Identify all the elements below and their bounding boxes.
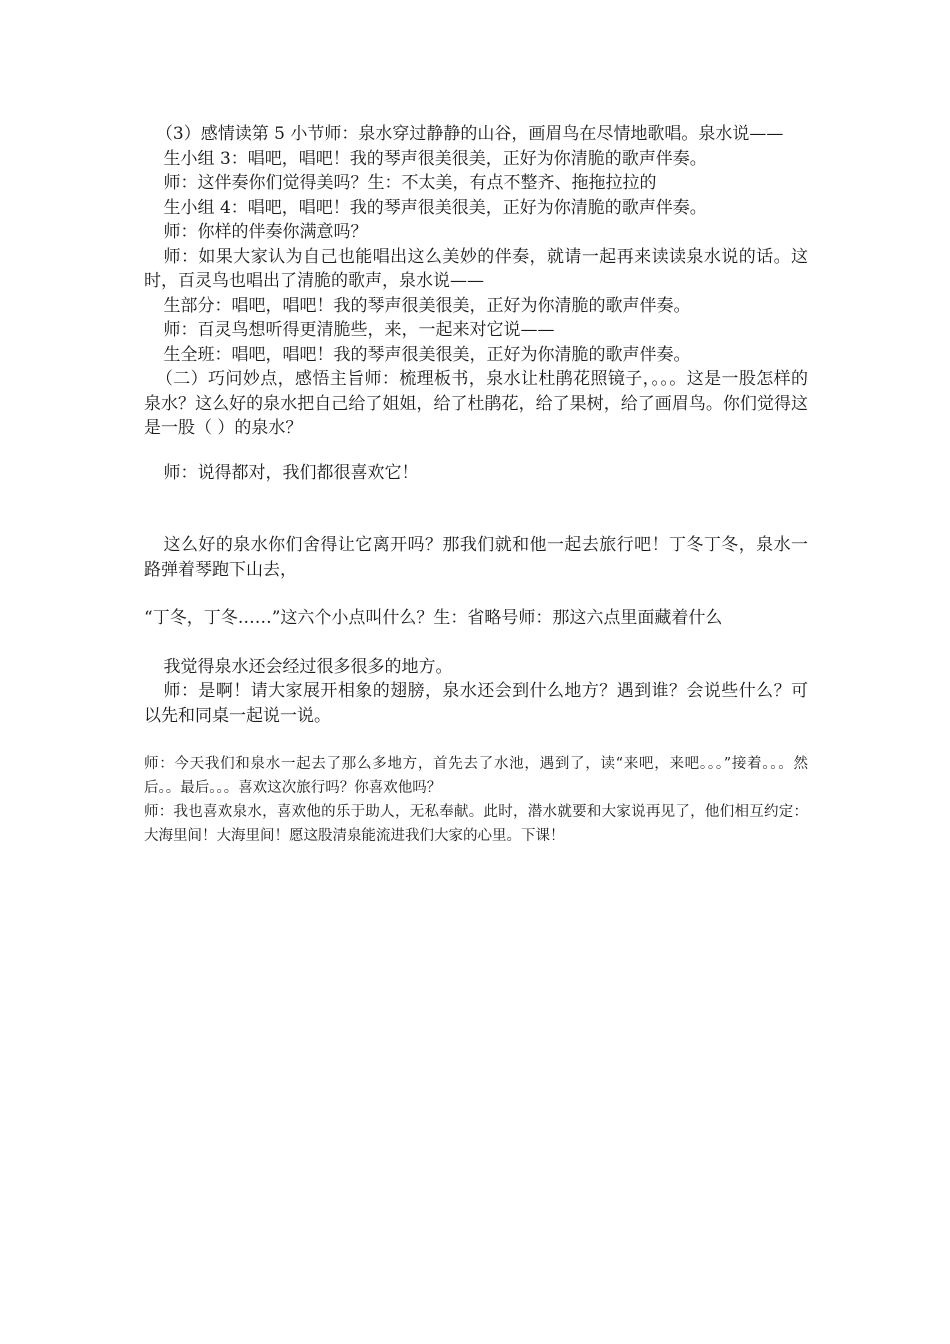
paragraph-travel: 这么好的泉水你们舍得让它离开吗？那我们就和他一起去旅行吧！丁冬丁冬，泉水一路弹着琴跑下山去， — [144, 535, 808, 580]
paragraph-teacher-question-1: 师：这伴奏你们觉得美吗？生：不太美，有点不整齐、拖拖拉拉的 — [163, 173, 657, 193]
paragraph-summary-1: 师：今天我们和泉水一起去了那么多地方，首先去了水池，遇到了，读“来吧，来吧。。。”接着。。。然后。。最后。。。喜欢这次旅行吗？你喜欢他吗？ — [144, 756, 808, 796]
paragraph-section-two: （二）巧问妙点，感悟主旨师：梳理板书，泉水让杜鹃花照镜子，。。。这是一股怎样的泉水？这么好的泉水把自己给了姐姐，给了杜鹃花，给了果树，给了画眉鸟。你们觉得这是一股（ ）的泉水？ — [144, 369, 808, 438]
document-page — [144, 122, 808, 848]
paragraph-many-places: 我觉得泉水还会经过很多很多的地方。 — [163, 656, 453, 677]
paragraph-reading-section-5: （3）感情读第 5 小节师：泉水穿过静静的山谷，画眉鸟在尽情地歌唱。泉水说—— — [155, 124, 784, 144]
paragraph-group-4: 生小组 4：唱吧，唱吧！我的琴声很美很美，正好为你清脆的歌声伴奏。 — [163, 197, 707, 218]
paragraph-group-3: 生小组 3：唱吧，唱吧！我的琴声很美很美，正好为你清脆的歌声伴奏。 — [163, 148, 707, 169]
paragraph-whole-class: 生全班：唱吧，唱吧！我的琴声很美很美，正好为你清脆的歌声伴奏。 — [163, 344, 691, 365]
paragraph-teacher-lark-2: 师：百灵鸟想听得更清脆些，来，一起来对它说—— — [163, 320, 555, 340]
paragraph-ellipsis: “丁冬，丁冬……”这六个小点叫什么？生：省略号师：那这六点里面藏着什么 — [144, 608, 723, 628]
paragraph-summary-2: 师：我也喜欢泉水，喜欢他的乐于助人，无私奉献。此时，潜水就要和大家说再见了，他们相互约定：大海里间！大海里间！愿这股清泉能流进我们大家的心里。下课！ — [144, 804, 808, 844]
paragraph-teacher-praise: 师：说得都对，我们都很喜欢它！ — [163, 462, 419, 483]
paragraph-imagination: 师：是啊！请大家展开相象的翅膀，泉水还会到什么地方？遇到谁？会说些什么？可以先和同桌一起说一说。 — [144, 681, 808, 726]
paragraph-teacher-question-2: 师：你样的伴奏你满意吗？ — [163, 222, 368, 242]
paragraph-part-students: 生部分：唱吧，唱吧！我的琴声很美很美，正好为你清脆的歌声伴奏。 — [163, 295, 691, 316]
paragraph-teacher-lark: 师：如果大家认为自己也能唱出这么美妙的伴奏，就请一起再来读读泉水说的话。这时，百灵鸟也唱出了清脆的歌声，泉水说—— — [144, 246, 808, 291]
